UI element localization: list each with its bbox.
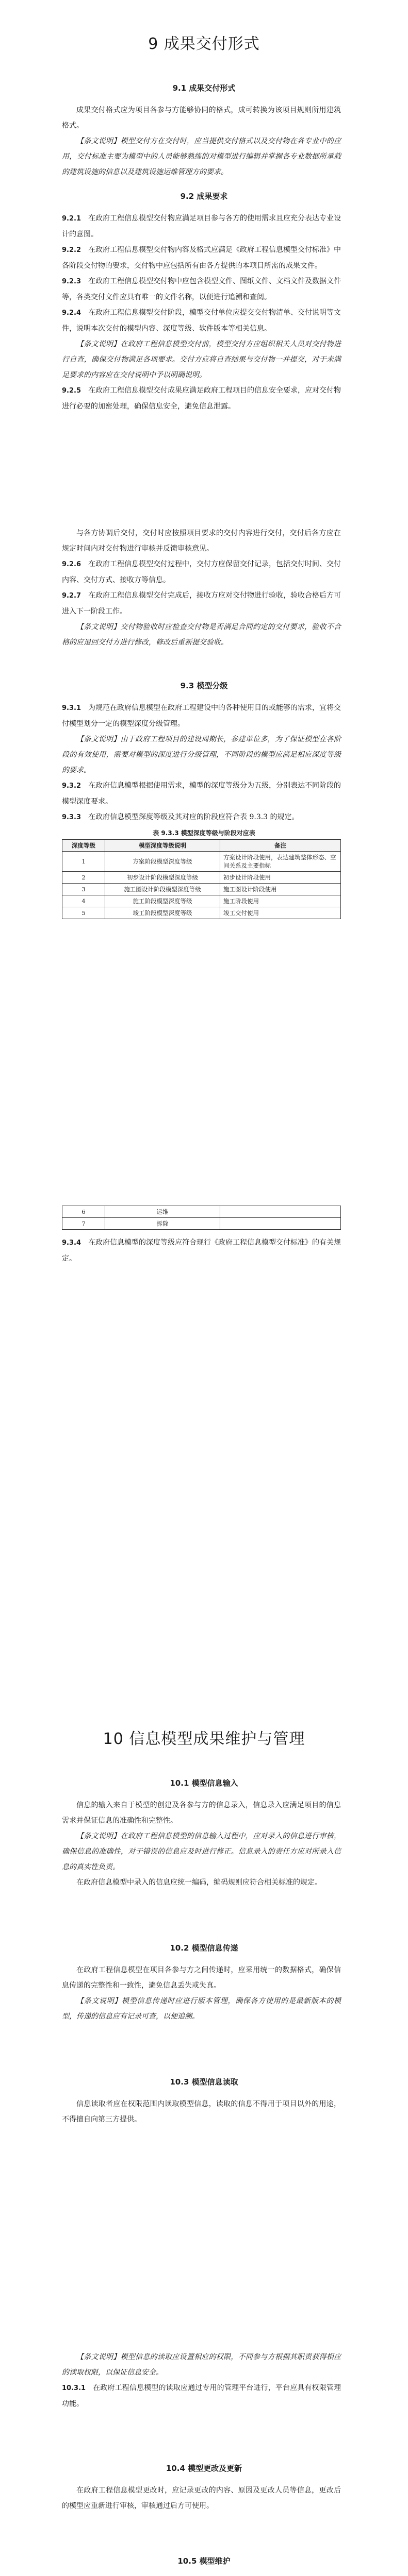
table-row xyxy=(62,884,341,895)
table-cell: 竣工交付使用 xyxy=(220,907,341,919)
commentary-note: 【条文说明】模型信息传递时应进行版本管理，确保各方使用的是最新版本的模型，传递的信息应有记录可查，以便追溯。 xyxy=(62,1997,341,2021)
table-cell: 竣工阶段模型深度等级 xyxy=(105,907,220,919)
section-title: 9.1 成果交付形式 xyxy=(172,83,236,93)
section-10-4 xyxy=(0,2463,408,2514)
commentary-note: 【条文说明】在政府工程信息模型交付前，模型交付方应组织相关人员对交付物进行自查，确保交付物满足各项要求。交付方应将自查结果与交付物一并提交，对于未满足要求的内容应在交付说明中予以明确说明。 xyxy=(62,340,341,379)
section-9-1 xyxy=(0,82,408,180)
paragraph: 在政府工程信息模型在项目各参与方之间传递时，应采用统一的数据格式，确保信息传递的完整性和一致性，避免信息丢失或失真。 xyxy=(62,1966,341,1990)
table-cell: 施工阶段模型深度等级 xyxy=(105,895,220,907)
table-header-row xyxy=(62,840,341,852)
clause-item: 10.3.1 在政府工程信息模型的读取应通过专用的管理平台进行，平台应具有权限管理功能。 xyxy=(62,2384,341,2408)
chapter-title: 9 成果交付形式 xyxy=(148,35,260,53)
table-row xyxy=(62,1206,341,1218)
section-title: 10.1 模型信息输入 xyxy=(170,1778,238,1788)
commentary-note: 【条文说明】模型交付方在交付时，应当提供交付格式以及交付物在各专业中的应用，交付标准主要为模型中的人员能够熟练的对模型进行编辑并掌握各专业数据所承载的建筑设施的信息以及建筑设施运维管理方的要求。 xyxy=(62,137,341,176)
table-cell: 6 xyxy=(62,1206,105,1218)
paragraph: 在政府信息模型中录入的信息应统一编码，编码规则应符合相关标准的规定。 xyxy=(76,1878,322,1887)
table-cell: 5 xyxy=(62,907,105,919)
chapter-9 xyxy=(0,31,408,54)
table-cell: 拆除 xyxy=(105,1218,220,1230)
table-header-cell: 深度等级 xyxy=(62,840,105,852)
table-caption: 表 9.3.3 模型深度等级与阶段对应表 xyxy=(153,829,255,837)
commentary-note: 【条文说明】由于政府工程项目的建设周期长，参建单位多，为了保证模型在各阶段的有效使用，需要对模型的深度进行分级管理，不同阶段的模型应满足相应深度等级的要求。 xyxy=(62,735,341,774)
section-9-3-table-continued xyxy=(0,1206,408,1266)
section-10-2 xyxy=(0,1942,408,2024)
table-cell: 施工图设计阶段模型深度等级 xyxy=(105,884,220,895)
section-title: 9.3 模型分级 xyxy=(180,681,228,690)
table-row xyxy=(62,895,341,907)
paragraph: 信息的输入来自于模型的创建及各参与方的信息录入，信息录入应满足项目的信息需求并保证信息的准确性和完整性。 xyxy=(62,1801,341,1825)
commentary-note: 【条文说明】交付物验收时应检查交付物是否满足合同约定的交付要求，验收不合格的应退回交付方进行修改，修改后重新提交验收。 xyxy=(62,623,341,647)
chapter-title: 10 信息模型成果维护与管理 xyxy=(103,1730,305,1748)
table-cell: 运维 xyxy=(105,1206,220,1218)
table-cell: 1 xyxy=(62,852,105,872)
clause-item: 9.3.4 在政府信息模型的深度等级应符合现行《政府工程信息模型交付标准》的有关规定。 xyxy=(62,1239,341,1263)
section-9-2-continued xyxy=(0,526,408,650)
clause-item: 9.2.4 在政府工程信息模型交付阶段，模型交付单位应提交交付物清单、交付说明等文件，说明本次交付的模型内容、深度等级、软件版本等相关信息。 xyxy=(62,309,341,333)
depth-grade-table xyxy=(62,839,341,919)
table-cell: 方案设计阶段使用，表达建筑整体形态、空间关系及主要指标 xyxy=(220,852,341,872)
clause-item: 9.2.7 在政府工程信息模型交付完成后，接收方应对交付物进行验收，验收合格后方可进入下一阶段工作。 xyxy=(62,591,341,616)
table-cell xyxy=(220,1218,341,1230)
paragraph: 成果交付格式应为项目各参与方能够协同的格式，成可转换为该项目规则所用建筑格式。 xyxy=(62,106,341,130)
paragraph: 在政府工程信息模型更改时，应记录更改的内容、原因及更改人员等信息，更改后的模型应重新进行审核，审核通过后方可使用。 xyxy=(62,2486,341,2510)
section-10-5 xyxy=(0,2555,408,2576)
table-cell: 初步设计阶段使用 xyxy=(220,872,341,884)
table-cell: 7 xyxy=(62,1218,105,1230)
table-cell: 方案阶段模型深度等级 xyxy=(105,852,220,872)
table-cell: 3 xyxy=(62,884,105,895)
table-cell: 初步设计阶段模型深度等级 xyxy=(105,872,220,884)
table-cell: 施工阶段使用 xyxy=(220,895,341,907)
section-title: 10.5 模型维护 xyxy=(177,2556,231,2566)
section-title: 10.3 模型信息读取 xyxy=(170,2077,238,2087)
section-10-3 xyxy=(0,2076,408,2127)
depth-grade-table-continued xyxy=(62,1206,341,1230)
table-row xyxy=(62,1218,341,1230)
clause-item: 9.2.1 在政府工程信息模型交付物应满足项目参与各方的使用需求且应充分表达专业设计的意图。 xyxy=(62,214,341,239)
section-9-2 xyxy=(0,191,408,414)
table-header-cell: 模型深度等级说明 xyxy=(105,840,220,852)
section-title: 9.2 成果要求 xyxy=(180,192,228,201)
table-cell: 施工图设计阶段使用 xyxy=(220,884,341,895)
commentary-note: 【条文说明】模型信息的读取应设置相应的权限，不同参与方根据其职责获得相应的读取权限，以保证信息安全。 xyxy=(62,2353,341,2377)
clause-item: 9.2.2 在政府工程信息模型交付物内容及格式应满足《政府工程信息模型交付标准》中各阶段交付物的要求，交付物中应包括所有由各方提供的本项目所需的成果文件。 xyxy=(62,246,341,270)
clause-item: 9.2.5 在政府工程信息模型交付成果应满足政府工程项目的信息安全要求，应对交付物进行必要的加密处理，确保信息安全，避免信息泄露。 xyxy=(62,386,341,411)
table-cell: 4 xyxy=(62,895,105,907)
table-row xyxy=(62,872,341,884)
section-title: 10.2 模型信息传递 xyxy=(170,1943,238,1953)
clause-item: 9.2.6 在政府工程信息模型交付过程中，交付方应保留交付记录，包括交付时间、交付内容、交付方式、接收方等信息。 xyxy=(62,560,341,584)
clause-item: 9.2.3 在政府工程信息模型交付物中应包含模型文件、图纸文件、文档文件及数据文件等，各类交付文件应具有唯一的文件名称，以便进行追溯和查阅。 xyxy=(62,277,341,301)
table-cell: 2 xyxy=(62,872,105,884)
clause-item: 9.3.1 为规范在政府信息模型在政府工程建设中的各种使用目的或能够的需求，宜将交付模型划分一定的模型深度分级管理。 xyxy=(62,704,341,728)
section-title: 10.4 模型更改及更新 xyxy=(166,2464,242,2473)
table-header-cell: 备注 xyxy=(220,840,341,852)
paragraph: 与各方协调后交付，交付时应按照项目要求的交付内容进行交付，交付后各方应在规定时间内对交付物进行审核并反馈审核意见。 xyxy=(62,529,341,553)
section-10-3-continued xyxy=(0,2349,408,2412)
clause-item: 9.3.3 在政府信息模型深度等级及其对应的阶段应符合表 9.3.3 的规定。 xyxy=(62,813,299,821)
chapter-10 xyxy=(0,1726,408,1749)
table-cell xyxy=(220,1206,341,1218)
clause-item: 9.3.2 在政府信息模型根据使用需求，模型的深度等级分为五级，分别表达不同阶段的模型深度要求。 xyxy=(62,782,341,806)
table-row xyxy=(62,907,341,919)
section-9-3 xyxy=(0,680,408,919)
commentary-note: 【条文说明】在政府工程信息模型的信息输入过程中，应对录入的信息进行审核，确保信息的准确性，对于错误的信息应及时进行修正。信息录入的责任方应对所录入信息的真实性负责。 xyxy=(62,1832,341,1871)
section-10-1 xyxy=(0,1777,408,1890)
table-row xyxy=(62,852,341,872)
paragraph: 信息读取者应在权限范围内读取模型信息，读取的信息不得用于项目以外的用途，不得擅自向第三方提供。 xyxy=(62,2100,341,2124)
